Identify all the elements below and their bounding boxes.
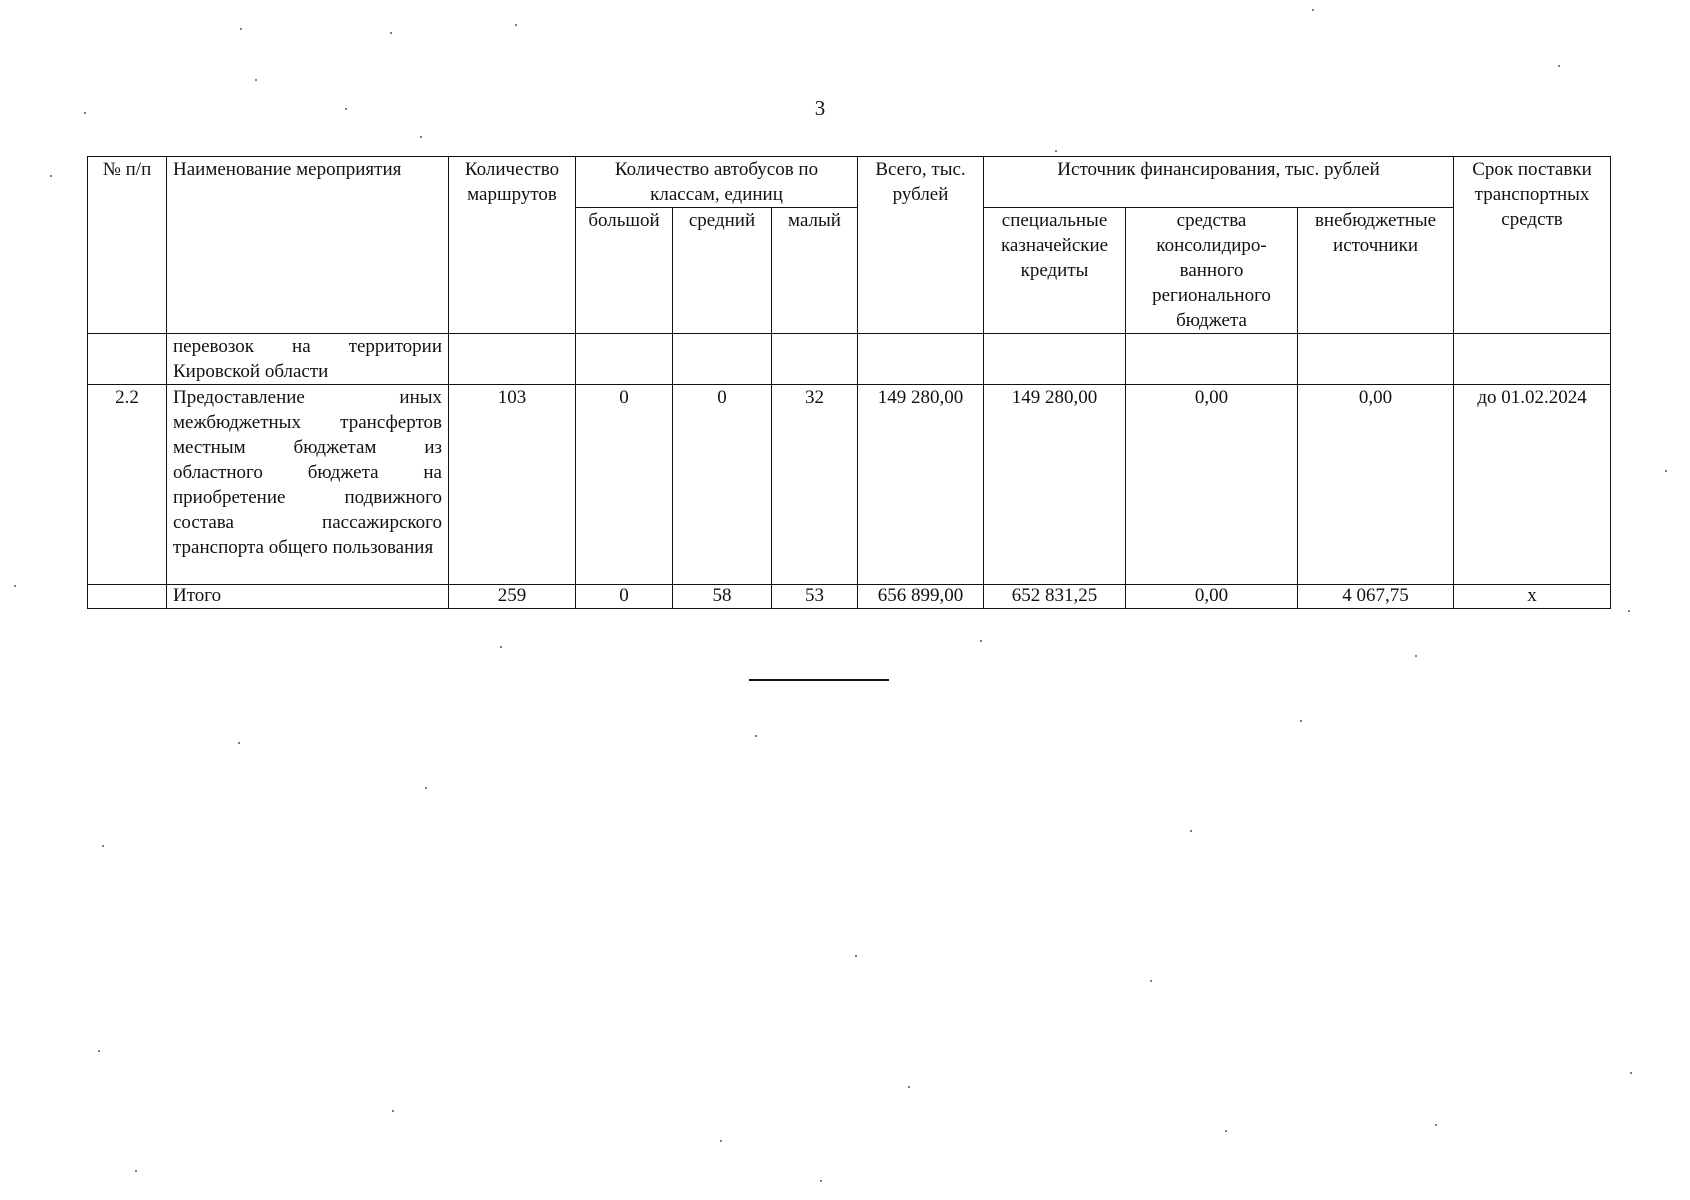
- cell-deadline: до 01.02.2024: [1454, 385, 1611, 585]
- cell-large: [576, 334, 673, 385]
- cell-deadline: [1454, 334, 1611, 385]
- header-bus-large: большой: [576, 208, 673, 334]
- header-buses-group: Количество автобусов по классам, единиц: [576, 157, 858, 208]
- cell-routes: [449, 334, 576, 385]
- header-name: Наименование мероприятия: [167, 157, 449, 334]
- scan-speck: [1665, 470, 1667, 472]
- cell-medium: [673, 334, 772, 385]
- cell-extra: 0,00: [1298, 385, 1454, 585]
- scan-speck: [855, 955, 857, 957]
- cell-total: 149 280,00: [858, 385, 984, 585]
- cell-regional: 0,00: [1126, 385, 1298, 585]
- scan-speck: [240, 28, 242, 30]
- header-funding-group: Источник финансирования, тыс. рублей: [984, 157, 1454, 208]
- cell-name: Предоставление иных межбюджетных трансфертов местным бюджетам из областного бюджета на приобретение подвижного состава пассажирского транспорта общего пользования: [167, 385, 449, 585]
- scan-speck: [515, 24, 517, 26]
- scan-speck: [1190, 830, 1192, 832]
- cell-deadline: х: [1454, 585, 1611, 609]
- cell-routes: 103: [449, 385, 576, 585]
- scan-speck: [820, 1180, 822, 1182]
- cell-large: 0: [576, 385, 673, 585]
- funding-table: [87, 156, 1611, 609]
- header-num: № п/п: [88, 157, 167, 334]
- scan-speck: [1435, 1124, 1437, 1126]
- cell-medium: 58: [673, 585, 772, 609]
- header-bus-small: малый: [772, 208, 858, 334]
- cell-extra: 4 067,75: [1298, 585, 1454, 609]
- cell-total: 656 899,00: [858, 585, 984, 609]
- scan-speck: [425, 787, 427, 789]
- scan-speck: [1225, 1130, 1227, 1132]
- scan-speck: [238, 742, 240, 744]
- scan-speck: [392, 1110, 394, 1112]
- cell-name: перевозок на территории Кировской области: [167, 334, 449, 385]
- cell-small: [772, 334, 858, 385]
- scan-speck: [1300, 720, 1302, 722]
- table-row-continuation: [88, 334, 1611, 385]
- scan-speck: [980, 640, 982, 642]
- scan-speck: [1312, 9, 1314, 11]
- scan-speck: [50, 175, 52, 177]
- scan-speck: [14, 585, 16, 587]
- header-deadline: Срок поставки транспортных средств: [1454, 157, 1611, 334]
- header-fund-regional: средства консолидиро-ванного регионального бюджета: [1126, 208, 1298, 334]
- cell-name: Итого: [167, 585, 449, 609]
- cell-special: [984, 334, 1126, 385]
- scan-speck: [1150, 980, 1152, 982]
- cell-num: 2.2: [88, 385, 167, 585]
- cell-regional: 0,00: [1126, 585, 1298, 609]
- cell-special: 149 280,00: [984, 385, 1126, 585]
- scan-speck: [420, 136, 422, 138]
- cell-regional: [1126, 334, 1298, 385]
- cell-num: [88, 585, 167, 609]
- cell-extra: [1298, 334, 1454, 385]
- header-row-main: [88, 157, 1611, 208]
- table-row-total: [88, 585, 1611, 609]
- scan-speck: [1630, 1072, 1632, 1074]
- scan-speck: [1628, 610, 1630, 612]
- header-bus-medium: средний: [673, 208, 772, 334]
- header-fund-extra: внебюджетные источники: [1298, 208, 1454, 334]
- header-routes: Количество маршрутов: [449, 157, 576, 334]
- scan-speck: [255, 79, 257, 81]
- scan-speck: [720, 1140, 722, 1142]
- scan-speck: [98, 1050, 100, 1052]
- cell-medium: 0: [673, 385, 772, 585]
- header-total: Всего, тыс. рублей: [858, 157, 984, 334]
- closing-rule: [749, 679, 889, 681]
- cell-large: 0: [576, 585, 673, 609]
- scan-speck: [908, 1086, 910, 1088]
- header-fund-special: специальные казначейские кредиты: [984, 208, 1126, 334]
- scan-speck: [755, 735, 757, 737]
- scan-speck: [102, 845, 104, 847]
- cell-total: [858, 334, 984, 385]
- cell-num: [88, 334, 167, 385]
- scan-speck: [390, 32, 392, 34]
- scan-speck: [1055, 150, 1057, 152]
- scan-speck: [84, 112, 86, 114]
- scan-speck: [500, 646, 502, 648]
- cell-routes: 259: [449, 585, 576, 609]
- table-row-2-2: [88, 385, 1611, 585]
- scan-speck: [1558, 65, 1560, 67]
- scan-speck: [1415, 655, 1417, 657]
- cell-small: 53: [772, 585, 858, 609]
- page-number: 3: [814, 96, 826, 120]
- cell-small: 32: [772, 385, 858, 585]
- scan-speck: [135, 1170, 137, 1172]
- cell-special: 652 831,25: [984, 585, 1126, 609]
- scan-speck: [345, 108, 347, 110]
